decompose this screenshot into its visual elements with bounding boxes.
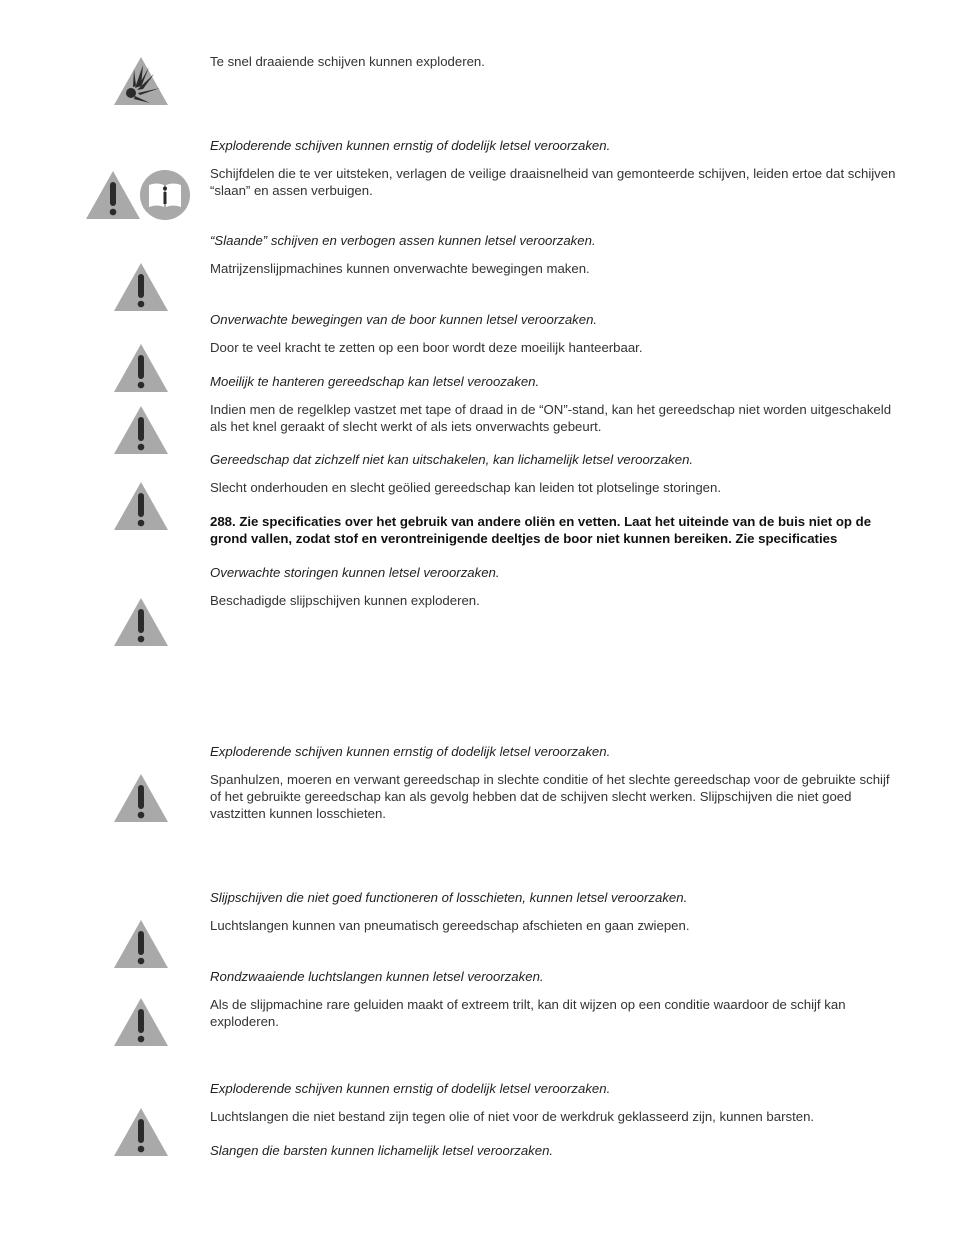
specification-note: 288. Zie specificaties over het gebruik van andere oliën en vetten. Laat het uiteinde van de buis niet op de grond vallen, zodat stof en verontreinigende deeltjes de boor niet kunnen bereiken. Zie specificaties — [210, 514, 872, 546]
warning-icon — [112, 480, 170, 532]
warning-icon — [112, 261, 170, 313]
hazard-text: Spanhulzen, moeren en verwant gereedschap in slechte conditie of het slechte gereedschap voor de gebruikte schijf of het gebruikte gereedschap kan als gevolg hebben dat de schijven slecht werken. Slijpschijven die niet goed vastzitten kunnen losschieten. — [210, 772, 890, 821]
warning-icon — [112, 596, 170, 648]
warning-icon — [112, 342, 170, 394]
hazard-text: Matrijzenslijpmachines kunnen onverwachte bewegingen maken. — [210, 261, 590, 276]
read-manual-icon — [139, 169, 191, 221]
warning-icon — [84, 169, 142, 221]
warning-icon — [112, 918, 170, 970]
hazard-consequence: Overwachte storingen kunnen letsel veroorzaken. — [210, 565, 500, 580]
warning-icon — [112, 772, 170, 824]
explosion-warning-icon — [112, 55, 170, 107]
hazard-text: Luchtslangen kunnen van pneumatisch gereedschap afschieten en gaan zwiepen. — [210, 918, 690, 933]
hazard-consequence: “Slaande” schijven en verbogen assen kunnen letsel veroorzaken. — [210, 233, 596, 248]
hazard-consequence: Exploderende schijven kunnen ernstig of dodelijk letsel veroorzaken. — [210, 744, 611, 759]
hazard-text: Indien men de regelklep vastzet met tape of draad in de “ON”-stand, kan het gereedschap niet worden uitgeschakeld als het knel geraakt of slecht werkt of als iets onverwachts gebeurt. — [210, 402, 892, 434]
hazard-text: Luchtslangen die niet bestand zijn tegen olie of niet voor de werkdruk geklasseerd zijn, kunnen barsten. — [210, 1109, 815, 1124]
hazard-consequence: Slangen die barsten kunnen lichamelijk letsel veroorzaken. — [210, 1143, 554, 1158]
hazard-consequence: Rondzwaaiende luchtslangen kunnen letsel veroorzaken. — [210, 969, 544, 984]
hazard-text: Door te veel kracht te zetten op een boor wordt deze moeilijk hanteerbaar. — [210, 340, 643, 355]
hazard-consequence: Exploderende schijven kunnen ernstig of dodelijk letsel veroorzaken. — [210, 1081, 611, 1096]
hazard-text: Slecht onderhouden en slecht geölied gereedschap kan leiden tot plotselinge storingen. — [210, 480, 722, 495]
hazard-consequence: Gereedschap dat zichzelf niet kan uitschakelen, kan lichamelijk letsel veroorzaken. — [210, 452, 694, 467]
hazard-text: Als de slijpmachine rare geluiden maakt of extreem trilt, kan dit wijzen op een conditie waardoor de schijf kan exploderen. — [210, 997, 846, 1029]
hazard-text: Schijfdelen die te ver uitsteken, verlagen de veilige draaisnelheid van gemonteerde schijven, leiden ertoe dat schijven “slaan” en assen verbuigen. — [210, 166, 896, 198]
hazard-text: Te snel draaiende schijven kunnen exploderen. — [210, 54, 485, 69]
hazard-text: Beschadigde slijpschijven kunnen exploderen. — [210, 593, 480, 608]
warning-icon — [112, 1106, 170, 1158]
hazard-consequence: Moeilijk te hanteren gereedschap kan letsel veroozaken. — [210, 374, 540, 389]
hazard-consequence: Slijpschijven die niet goed functioneren of losschieten, kunnen letsel veroorzaken. — [210, 890, 688, 905]
warning-icon — [112, 404, 170, 456]
warning-icon — [112, 996, 170, 1048]
hazard-consequence: Exploderende schijven kunnen ernstig of dodelijk letsel veroorzaken. — [210, 138, 611, 153]
hazard-consequence: Onverwachte bewegingen van de boor kunnen letsel veroorzaken. — [210, 312, 598, 327]
